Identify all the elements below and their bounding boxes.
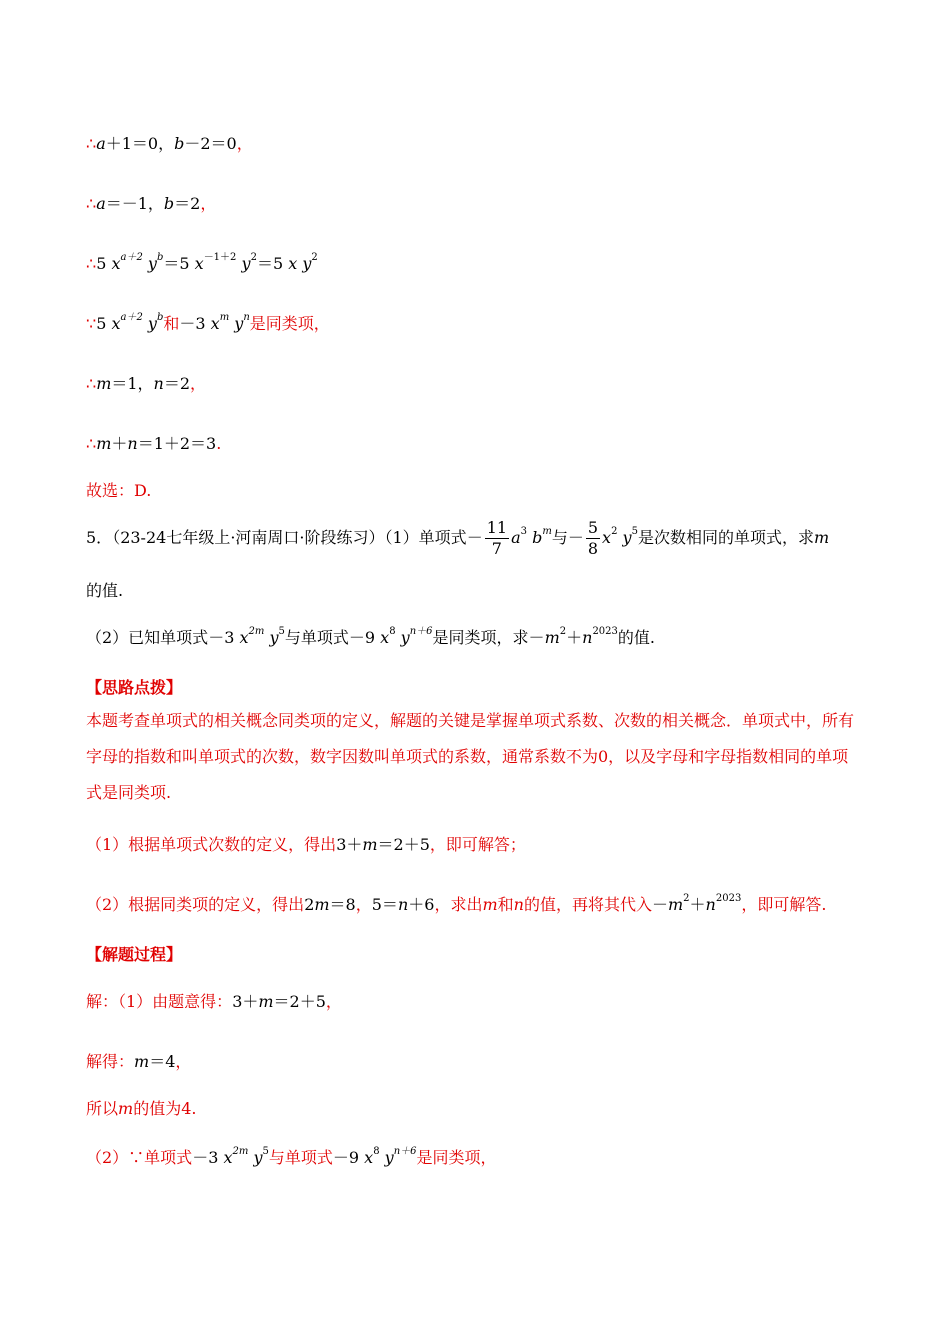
exponent: 8 bbox=[373, 1146, 380, 1157]
var-n: n bbox=[153, 374, 164, 393]
var-n: n bbox=[582, 628, 593, 647]
solution-line-1 bbox=[86, 133, 860, 155]
exponent: n＋6 bbox=[409, 626, 433, 637]
var-m: m bbox=[667, 895, 684, 914]
equation-part: ＝5 bbox=[256, 254, 284, 273]
exponent: m bbox=[219, 312, 230, 323]
exponent: m bbox=[542, 526, 552, 537]
connector-text: 与 bbox=[551, 528, 568, 547]
coefficient: －9 bbox=[332, 1148, 360, 1167]
equation-part: ＝－1， bbox=[105, 194, 164, 213]
var-y: y bbox=[400, 628, 410, 647]
exponent: 3 bbox=[520, 526, 527, 537]
question-5-part-1 bbox=[86, 514, 860, 562]
hint-step-1 bbox=[86, 834, 860, 856]
var-m: m bbox=[314, 895, 330, 914]
var-m: m bbox=[544, 628, 560, 647]
var-y: y bbox=[384, 1148, 394, 1167]
exponent: n＋6 bbox=[393, 1146, 417, 1157]
solution-line-4 bbox=[86, 313, 860, 335]
exponent: a＋2 bbox=[120, 252, 143, 263]
solution-text: （2）∵单项式 bbox=[86, 1148, 193, 1167]
var-x: x bbox=[111, 254, 121, 273]
connector-text: 和 bbox=[163, 314, 180, 333]
connector-text: 与单项式 bbox=[284, 628, 349, 647]
question-5-part-1-continued bbox=[86, 580, 860, 602]
plus-sign: ＋ bbox=[111, 434, 128, 453]
var-b: b bbox=[163, 194, 175, 213]
var-y: y bbox=[234, 314, 244, 333]
equation-part: ＋1＝0， bbox=[105, 134, 175, 153]
hint-text: ，求出 bbox=[434, 895, 483, 914]
fraction-numerator: 5 bbox=[587, 518, 599, 537]
punctuation: ， bbox=[355, 895, 372, 914]
equation-part: ＝2＋5 bbox=[273, 992, 326, 1011]
hint-text: （2）根据同类项的定义，得出 bbox=[86, 895, 305, 914]
question-text: 的值. bbox=[86, 581, 124, 600]
punctuation: ， bbox=[175, 1052, 192, 1071]
var-n: n bbox=[127, 434, 138, 453]
plus-sign: ＋ bbox=[566, 628, 583, 647]
var-b: b bbox=[532, 528, 543, 547]
var-b: b bbox=[174, 134, 185, 153]
therefore-symbol: ∴ bbox=[86, 134, 97, 153]
exponent: 2 bbox=[611, 526, 618, 537]
coefficient: －3 bbox=[179, 314, 206, 333]
fraction-numerator: 11 bbox=[486, 518, 508, 537]
hint-text: （1）根据单项式次数的定义，得出 bbox=[86, 835, 337, 854]
hint-paragraph: 本题考查单项式的相关概念同类项的定义，解题的关键是掌握单项式系数、次数的相关概念．单项式中，所有字母的指数和叫单项式的次数，数字因数叫单项式的系数，通常系数不为0，以及字母和字母指数相同的单项式是同类项. bbox=[86, 711, 855, 802]
var-y: y bbox=[147, 254, 157, 273]
var-y: y bbox=[253, 1148, 263, 1167]
fraction-denominator: 7 bbox=[491, 539, 502, 558]
solution-step-4 bbox=[86, 1147, 860, 1169]
exponent: 2023 bbox=[715, 893, 742, 904]
equation-part: －2＝0 bbox=[184, 134, 237, 153]
exponent: 2 bbox=[683, 893, 690, 904]
coefficient: 5 bbox=[96, 314, 107, 333]
question-text: 是同类项，求 bbox=[432, 628, 529, 647]
solution-line-6 bbox=[86, 433, 860, 455]
answer-text: 故选：D. bbox=[86, 481, 152, 500]
answer-choice bbox=[86, 480, 860, 502]
question-number: 5． bbox=[86, 528, 113, 547]
var-x: x bbox=[210, 314, 220, 333]
exponent: n bbox=[243, 312, 250, 323]
var-m: m bbox=[813, 528, 830, 547]
question-text: （2）已知单项式 bbox=[86, 628, 209, 647]
solution-text: 所以 bbox=[86, 1099, 119, 1118]
equation-part: ＝4 bbox=[149, 1052, 176, 1071]
punctuation: ， bbox=[236, 134, 253, 153]
solution-step-3 bbox=[86, 1098, 860, 1120]
hint-title: 【思路点拨】 bbox=[86, 678, 183, 697]
exponent: a＋2 bbox=[120, 312, 143, 323]
hint-text: ，即可解答. bbox=[741, 895, 827, 914]
exponent: 2023 bbox=[592, 626, 618, 637]
exponent: 8 bbox=[389, 626, 396, 637]
coefficient: 5 bbox=[96, 254, 107, 273]
var-a: a bbox=[96, 194, 106, 213]
question-text: 是次数相同的单项式，求 bbox=[637, 528, 814, 547]
equation-part: 3＋ bbox=[232, 992, 259, 1011]
exponent: 5 bbox=[278, 626, 285, 637]
equation-part: ＝2＋5 bbox=[377, 835, 430, 854]
connector-text: 和 bbox=[497, 895, 514, 914]
solution-line-5 bbox=[86, 373, 860, 395]
question-text: 的值. bbox=[617, 628, 655, 647]
var-m: m bbox=[96, 374, 112, 393]
solution-text: 是同类项， bbox=[416, 1148, 497, 1167]
therefore-symbol: ∴ bbox=[86, 374, 97, 393]
var-n: n bbox=[513, 895, 524, 914]
hint-step-2 bbox=[86, 894, 860, 916]
var-m: m bbox=[96, 434, 112, 453]
plus-sign: ＋ bbox=[689, 895, 706, 914]
coefficient: －9 bbox=[348, 628, 376, 647]
exponent: 2m bbox=[248, 626, 265, 637]
solution-step-2 bbox=[86, 1051, 860, 1073]
var-x: x bbox=[288, 254, 298, 273]
question-text: （1）单项式 bbox=[384, 528, 467, 547]
var-a: a bbox=[511, 528, 521, 547]
var-m: m bbox=[258, 992, 274, 1011]
equation-part: ＋6 bbox=[408, 895, 435, 914]
exponent: 5 bbox=[631, 526, 638, 537]
var-x: x bbox=[364, 1148, 374, 1167]
equation-part: ＝2 bbox=[163, 374, 191, 393]
solution-text: 解：（1）由题意得： bbox=[86, 992, 233, 1011]
coefficient: －3 bbox=[192, 1148, 219, 1167]
equation-part: ＝5 bbox=[163, 254, 190, 273]
minus-sign: － bbox=[528, 628, 545, 647]
equation-part: 5＝ bbox=[371, 895, 398, 914]
var-y: y bbox=[302, 254, 312, 273]
equation-part: 2 bbox=[304, 895, 315, 914]
equation-part: ＝1， bbox=[111, 374, 154, 393]
var-m: m bbox=[482, 895, 498, 914]
var-y: y bbox=[241, 254, 251, 273]
var-m: m bbox=[118, 1099, 134, 1118]
hint-text: ，即可解答； bbox=[429, 835, 526, 854]
minus-sign: － bbox=[567, 528, 584, 547]
fraction-denominator: 8 bbox=[587, 539, 599, 558]
connector-text: 与单项式 bbox=[268, 1148, 333, 1167]
statement-text: 是同类项， bbox=[249, 314, 330, 333]
exponent: b bbox=[156, 252, 164, 263]
var-x: x bbox=[602, 528, 612, 547]
fraction-5-8 bbox=[586, 518, 600, 559]
var-x: x bbox=[111, 314, 121, 333]
solution-text: 的值为4. bbox=[133, 1099, 197, 1118]
var-x: x bbox=[223, 1148, 233, 1167]
punctuation: . bbox=[216, 434, 222, 453]
var-y: y bbox=[269, 628, 279, 647]
punctuation: ， bbox=[190, 374, 207, 393]
punctuation: ， bbox=[200, 194, 217, 213]
coefficient: －3 bbox=[208, 628, 235, 647]
solution-line-2 bbox=[86, 193, 860, 215]
var-m: m bbox=[134, 1052, 150, 1071]
solution-title: 【解题过程】 bbox=[86, 945, 183, 964]
exponent: －1＋2 bbox=[203, 252, 237, 263]
exponent: b bbox=[156, 312, 164, 323]
exponent: 2 bbox=[559, 626, 567, 637]
var-y: y bbox=[622, 528, 632, 547]
question-source: （23-24七年级上·河南周口·阶段练习） bbox=[112, 528, 385, 547]
var-y: y bbox=[147, 314, 157, 333]
punctuation: ， bbox=[325, 992, 342, 1011]
exponent: 5 bbox=[262, 1146, 269, 1157]
question-5-part-2 bbox=[86, 627, 860, 649]
var-n: n bbox=[705, 895, 716, 914]
var-m: m bbox=[362, 835, 378, 854]
equation-part: 3＋ bbox=[336, 835, 363, 854]
because-symbol: ∵ bbox=[86, 314, 97, 333]
var-x: x bbox=[380, 628, 390, 647]
equation-part: ＝8 bbox=[329, 895, 356, 914]
therefore-symbol: ∴ bbox=[86, 434, 97, 453]
therefore-symbol: ∴ bbox=[86, 194, 97, 213]
var-x: x bbox=[194, 254, 204, 273]
equation-part: ＝2 bbox=[174, 194, 201, 213]
therefore-symbol: ∴ bbox=[86, 254, 97, 273]
exponent: 2 bbox=[311, 252, 318, 263]
equation-part: ＝1＋2＝3 bbox=[137, 434, 217, 453]
var-n: n bbox=[397, 895, 409, 914]
fraction-11-7 bbox=[485, 518, 509, 559]
exponent: 2 bbox=[250, 252, 257, 263]
hint-text: 的值，再将其代入 bbox=[523, 895, 652, 914]
exponent: 2m bbox=[232, 1146, 249, 1157]
var-a: a bbox=[96, 134, 106, 153]
solution-line-3 bbox=[86, 253, 860, 275]
solution-text: 解得： bbox=[86, 1052, 135, 1071]
var-x: x bbox=[239, 628, 249, 647]
minus-sign: － bbox=[466, 528, 483, 547]
minus-sign: － bbox=[651, 895, 668, 914]
solution-step-1 bbox=[86, 991, 860, 1013]
